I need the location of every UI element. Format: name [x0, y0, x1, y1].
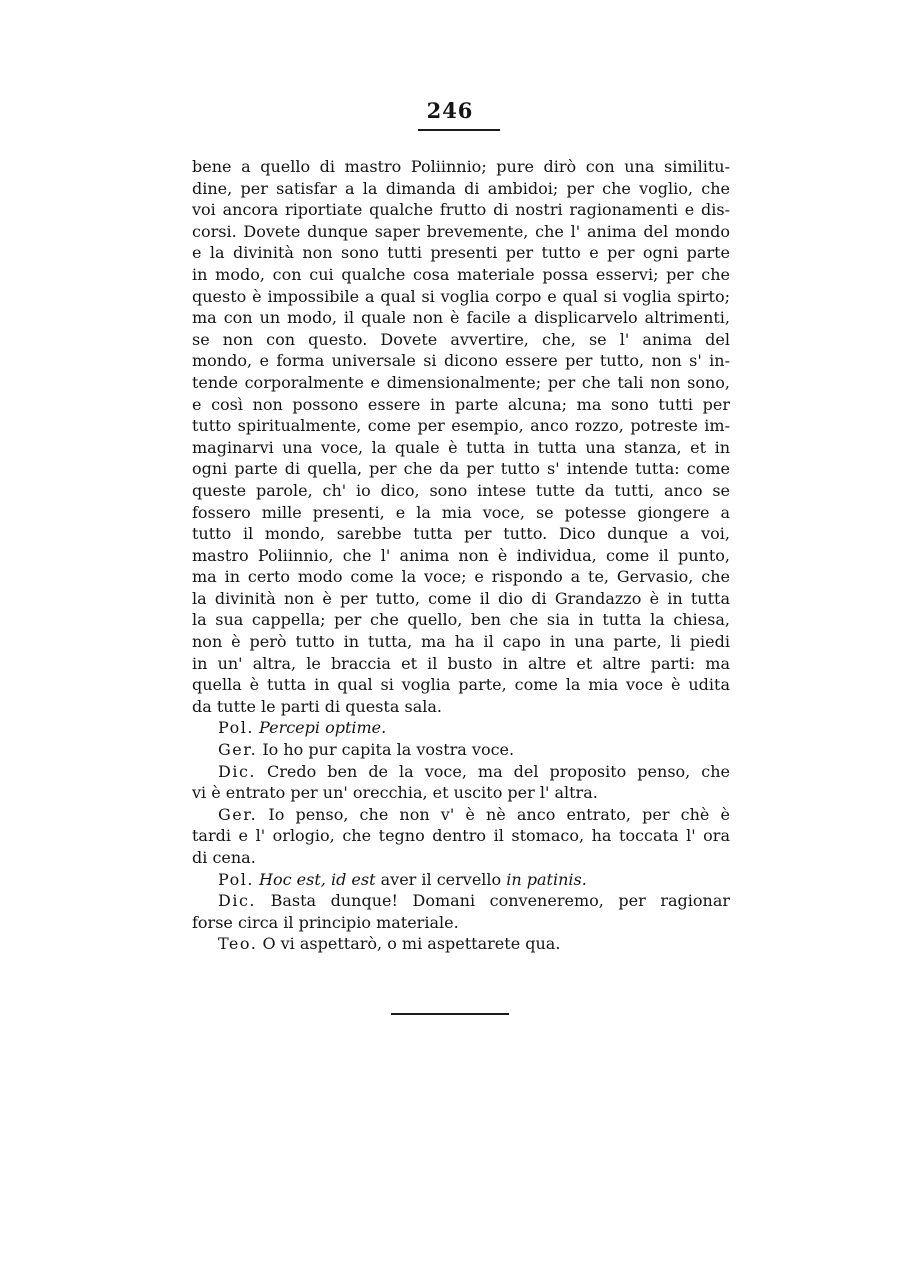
speech-text: O vi aspettarò, o mi aspettarete qua.	[262, 934, 561, 954]
body-text	[192, 156, 730, 955]
text-line: dine, per satisfar a la dimanda di ambidoi; per che voglio, che	[192, 178, 730, 198]
text-line: maginarvi una voce, la quale è tutta in tutta una stanza, et in	[192, 437, 730, 457]
text-line: da tutte le parti di questa sala.	[192, 696, 442, 716]
dialogue-line	[192, 869, 730, 891]
dialogue-line	[192, 761, 730, 783]
speaker-label: Pol.	[218, 718, 254, 738]
end-rule	[391, 1013, 509, 1015]
speech-text: aver il cervello	[380, 869, 502, 889]
dialogue-line	[192, 890, 730, 912]
text-line: quella è tutta in qual si voglia parte, come la mia voce è udita	[192, 675, 730, 695]
speech-text: Io penso, che non v' è nè anco entrato, per chè è	[268, 804, 730, 824]
text-line: ma in certo modo come la voce; e rispondo a te, Gervasio, che	[192, 567, 730, 587]
speaker-label: Ger.	[218, 740, 258, 760]
dialogue-line	[192, 739, 730, 761]
text-line: la divinità non è per tutto, come il dio di Grandazzo è in tutta	[192, 588, 730, 608]
speaker-label: Dic.	[218, 761, 256, 781]
speaker-label: Pol.	[218, 869, 254, 889]
text-line: corsi. Dovete dunque saper brevemente, che l' anima del mondo	[192, 221, 730, 241]
text-line: bene a quello di mastro Poliinnio; pure dirò con una similitu-	[192, 157, 730, 176]
dialogue-continuation: di cena.	[192, 848, 256, 867]
text-line: voi ancora riportiate qualche frutto di nostri ragionamenti e dis-	[192, 200, 730, 220]
text-line: e la divinità non sono tutti presenti per tutto e per ogni parte	[192, 243, 730, 263]
text-line: ogni parte di quella, per che da per tutto s' intende tutta: come	[192, 459, 730, 479]
speaker-label: Dic.	[218, 891, 256, 911]
text-line: tende corporalmente e dimensionalmente; per che tali non sono,	[192, 372, 730, 392]
dialogue-continuation: forse circa il principio materiale.	[192, 912, 459, 932]
page-number: 246	[426, 98, 474, 123]
text-line: la sua cappella; per che quello, ben che sia in tutta la chiesa,	[192, 610, 730, 630]
speaker-label: Ger.	[218, 804, 258, 824]
speech-text: Credo ben de la voce, ma del proposito penso, che	[267, 761, 730, 781]
text-line: in un' altra, le braccia et il busto in altre et altre parti: ma	[192, 653, 730, 673]
text-line: se non con questo. Dovete avvertire, che, se l' anima del	[192, 329, 730, 349]
dialogue-continuation: vi è entrato per un' orecchia, et uscito per l' altra.	[192, 783, 598, 803]
latin-text: Hoc est, id est	[259, 869, 376, 889]
text-line: queste parole, ch' io dico, sono intese tutte da tutti, anco se	[192, 480, 730, 500]
text-line: e così non possono essere in parte alcuna; ma sono tutti per	[192, 394, 730, 414]
text-line: questo è impossibile a qual si voglia corpo e qual si voglia spirto;	[192, 286, 730, 306]
text-line: fossero mille presenti, e la mia voce, se potesse giongere a	[192, 502, 730, 522]
latin-text: in patinis.	[506, 869, 587, 889]
dialogue-line	[192, 717, 730, 739]
speech-text: Io ho pur capita la vostra voce.	[262, 740, 515, 760]
text-line: non è però tutto in tutta, ma ha il capo in una parte, li piedi	[192, 632, 730, 652]
dialogue-continuation: tardi e l' orlogio, che tegno dentro il stomaco, ha toccata l' ora	[192, 826, 730, 846]
text-line: tutto spiritualmente, come per esempio, anco rozzo, potreste im-	[192, 416, 730, 436]
text-line: in modo, con cui qualche cosa materiale possa esservi; per che	[192, 264, 730, 284]
dialogue-line	[192, 804, 730, 826]
text-line: tutto il mondo, sarebbe tutta per tutto. Dico dunque a voi,	[192, 524, 730, 544]
speaker-label: Teo.	[218, 934, 258, 954]
text-line: mondo, e forma universale si dicono essere per tutto, non s' in-	[192, 351, 730, 371]
dialogue-line	[192, 933, 730, 955]
text-line: ma con un modo, il quale non è facile a displicarvelo altrimenti,	[192, 308, 730, 328]
text-line: mastro Poliinnio, che l' anima non è individua, come il punto,	[192, 545, 730, 565]
speech-text: Percepi optime.	[259, 718, 387, 738]
speech-text: Basta dunque! Domani conveneremo, per ragionar	[270, 891, 730, 911]
header-rule	[418, 129, 500, 131]
